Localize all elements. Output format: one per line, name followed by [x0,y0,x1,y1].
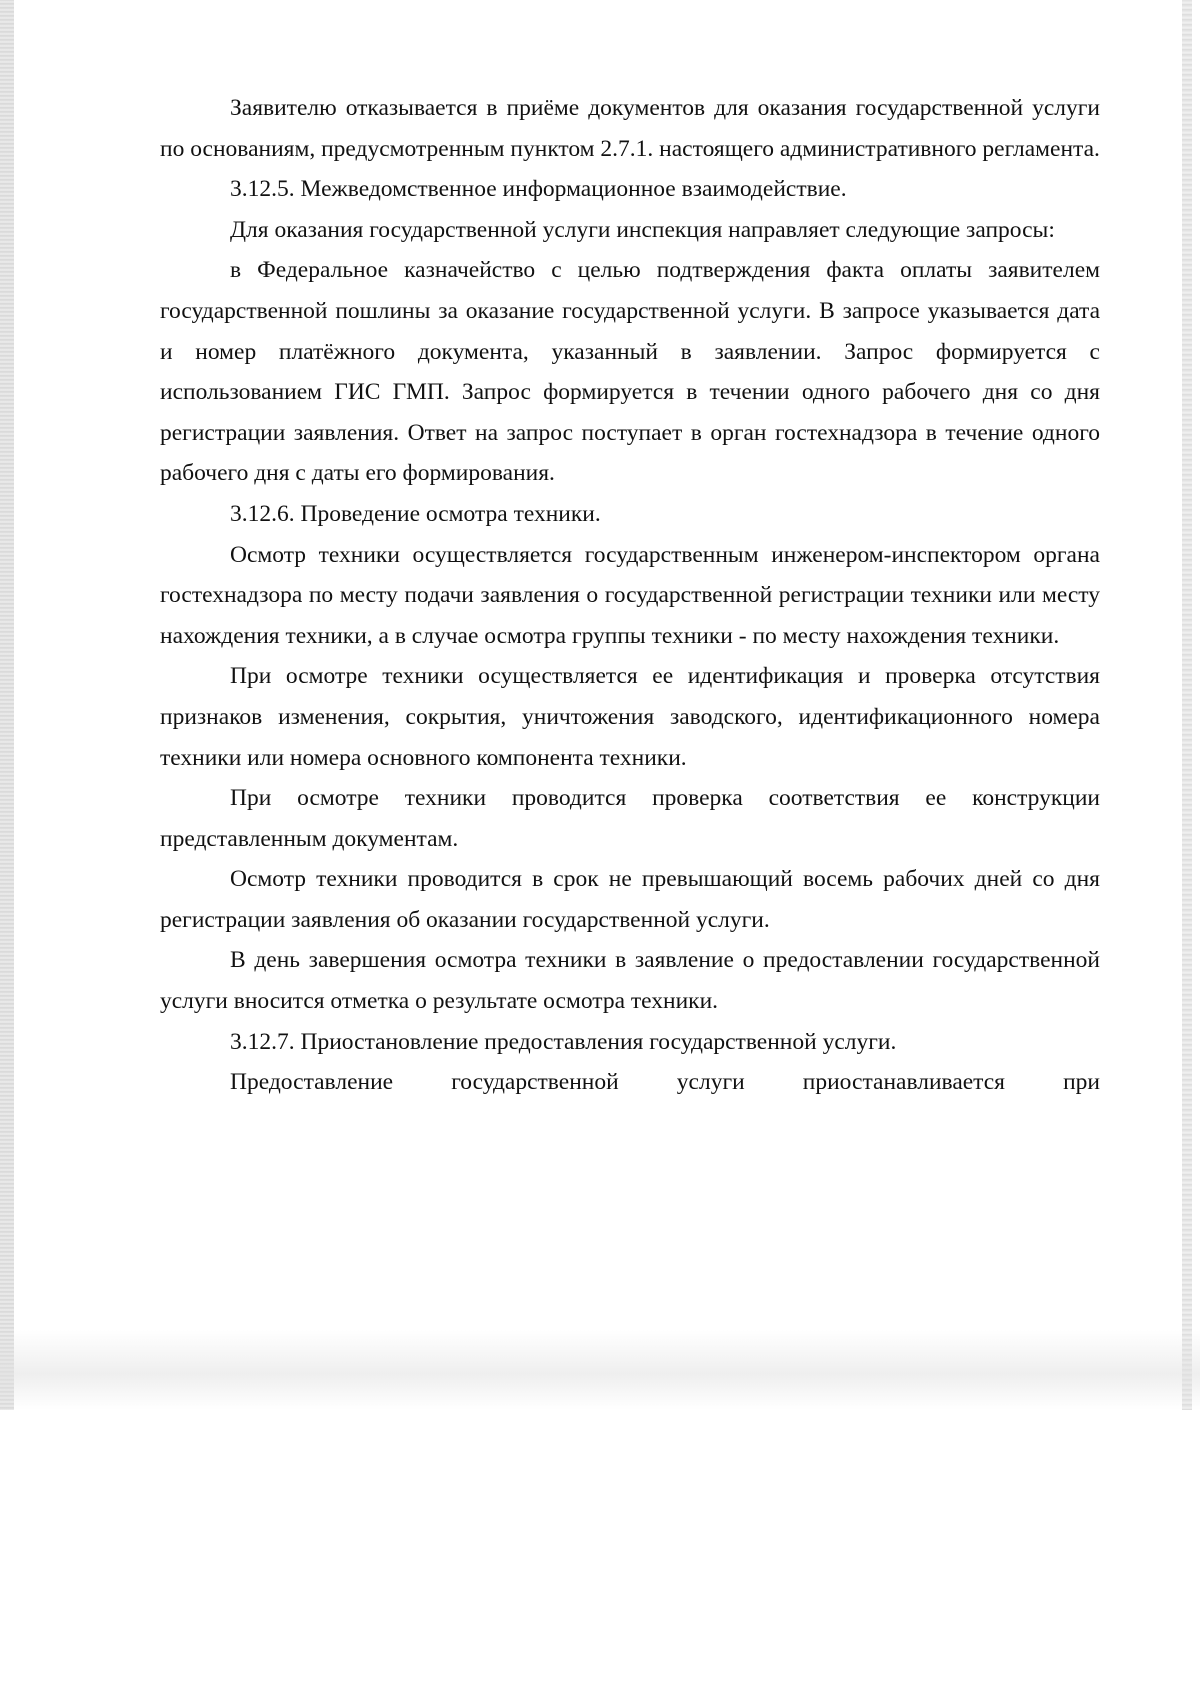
section-heading-3-12-7: 3.12.7. Приостановление предоставления государственной услуги. [230,1028,897,1055]
paragraph-inspection-location: Осмотр техники осуществляется государственным инженером-инспектором органа гостехнадзора по месту подачи заявления о государственной регистрации техники или месту нахождения техники, а в случае осмотра группы техники - по месту нахождения техники. [160,541,1100,649]
scan-bottom-noise [0,1330,1200,1410]
paragraph-construction-check: При осмотре техники проводится проверка соответствия ее конструкции представленным документам. [160,785,1100,852]
scan-edge-left [0,0,14,1410]
scan-edge-right [1182,0,1192,1410]
paragraph-suspension: Предоставление государственной услуги приостанавливается при [230,1069,1100,1096]
paragraph-refusal: Заявителю отказывается в приёме документов для оказания государственной услуги по основаниям, предусмотренным пунктом 2.7.1. настоящего административного регламента. [160,95,1100,162]
section-heading-3-12-5: 3.12.5. Межведомственное информационное взаимодействие. [230,176,847,203]
paragraph-requests-intro: Для оказания государственной услуги инспекция направляет следующие запросы: [230,216,1055,243]
paragraph-inspection-result: В день завершения осмотра техники в заявление о предоставлении государственной услуги вносится отметка о результате осмотра техники. [160,947,1100,1015]
paragraph-identification: При осмотре техники осуществляется ее идентификация и проверка отсутствия признаков изменения, сокрытия, уничтожения заводского, идентификационного номера техники или номера основного компонента техники. [160,663,1100,771]
paragraph-treasury-request: в Федеральное казначейство с целью подтверждения факта оплаты заявителем государственной пошлины за оказание государственной услуги. В запросе указывается дата и номер платёжного документа, указанный в заявлении. Запрос формируется с использованием ГИС ГМП. Запрос формируется в течении одного рабочего дня со дня регистрации заявления. Ответ на запрос поступает в орган гостехнадзора в течение одного рабочего дня с даты его формирования. [160,257,1100,487]
section-heading-3-12-6: 3.12.6. Проведение осмотра техники. [230,500,601,527]
paragraph-inspection-deadline: Осмотр техники проводится в срок не превышающий восемь рабочих дней со дня регистрации заявления об оказании государственной услуги. [160,866,1100,933]
document-body [160,88,1100,1103]
